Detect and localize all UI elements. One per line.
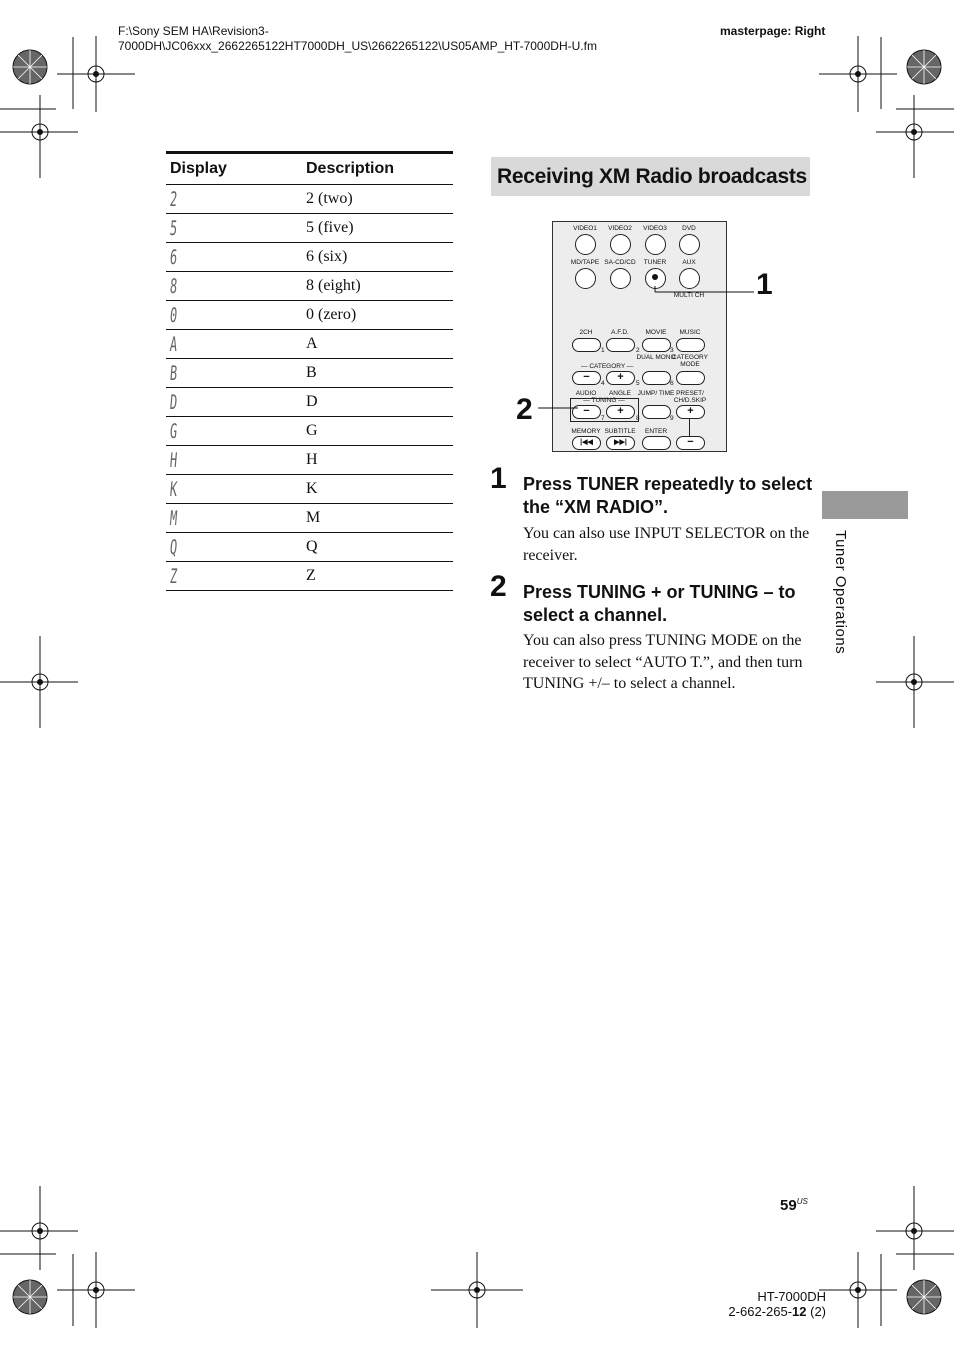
video3-button[interactable] (645, 234, 666, 255)
label-preset: PRESET/ CH/D.SKIP (673, 390, 707, 404)
description-cell: M (302, 504, 453, 533)
page-number-value: 59 (780, 1197, 797, 1214)
model-name: HT-7000DH (757, 1289, 826, 1304)
description-cell: 5 (five) (302, 214, 453, 243)
table-row (166, 446, 453, 475)
preset-minus-button[interactable]: − (676, 436, 705, 450)
segment-display-glyph: M (168, 506, 179, 530)
segment-display-glyph: 8 (168, 274, 179, 298)
description-cell: B (302, 359, 453, 388)
digit-label: 2 (636, 347, 640, 354)
digit-label: 3 (670, 347, 674, 354)
step-2-title: Press TUNING + or TUNING – to select a channel. (523, 582, 796, 625)
page-number-suffix: US (796, 1197, 808, 1206)
step-1-title: Press TUNER repeatedly to select the “XM RADIO”. (523, 474, 813, 517)
label-multi-ch: MULTI CH (673, 292, 705, 299)
table-row (166, 272, 453, 301)
label-tuning: — TUNING — (583, 397, 625, 404)
display-table (166, 151, 453, 591)
description-cell: Q (302, 533, 453, 562)
segment-display-glyph: B (168, 361, 179, 385)
callout-2: 2 (516, 393, 533, 426)
segment-display-glyph: G (168, 419, 179, 443)
table-row (166, 301, 453, 330)
segment-display-glyph: 0 (168, 303, 179, 327)
description-cell: H (302, 446, 453, 475)
label-category: — CATEGORY — (581, 363, 634, 370)
description-cell: D (302, 388, 453, 417)
label-aux: AUX (682, 259, 696, 266)
label-audio: AUDIO (575, 390, 597, 397)
skip-forward-button[interactable] (606, 436, 635, 450)
table-row (166, 417, 453, 446)
digit-label: 4 (601, 380, 605, 387)
skip-forward-icon: ▶▶| (614, 439, 627, 446)
step-2-body: You can also press TUNING MODE on the receiver to select “AUTO T.”, and then turn TUNING +/– to select a channel. (523, 632, 803, 692)
segment-display-glyph: K (168, 477, 179, 501)
segment-display-glyph: 2 (168, 187, 179, 211)
table-row (166, 562, 453, 591)
digit-label: 5 (636, 380, 640, 387)
table-row (166, 359, 453, 388)
label-music: MUSIC (679, 329, 701, 336)
category-minus-button[interactable]: − (572, 371, 601, 385)
label-jump-time: JUMP/ TIME (637, 390, 675, 397)
label-category-mode: CATEGORY MODE (672, 354, 708, 368)
table-row (166, 504, 453, 533)
chapter-tab (822, 491, 908, 519)
label-afd: A.F.D. (611, 329, 629, 336)
part-code-bold: 12 (792, 1304, 807, 1319)
label-video3: VIDEO3 (643, 225, 667, 232)
label-video1: VIDEO1 (573, 225, 597, 232)
description-cell: 6 (six) (302, 243, 453, 272)
description-cell: 8 (eight) (302, 272, 453, 301)
description-cell: A (302, 330, 453, 359)
tuning-minus-button[interactable]: − (572, 405, 601, 419)
callout-lines (530, 260, 760, 430)
step-1-number: 1 (490, 462, 507, 495)
chapter-tab-label: Tuner Operations (832, 530, 849, 655)
enter-button[interactable] (642, 436, 671, 450)
description-cell: G (302, 417, 453, 446)
segment-display-glyph: D (168, 390, 179, 414)
segment-display-glyph: A (168, 332, 179, 356)
table-row (166, 214, 453, 243)
description-cell: 2 (two) (302, 185, 453, 214)
table-row (166, 388, 453, 417)
digit-label: 1 (601, 347, 605, 354)
table-row (166, 243, 453, 272)
label-sacd-cd: SA-CD/CD (604, 259, 636, 266)
tuning-plus-button[interactable]: + (606, 405, 635, 419)
table-row (166, 330, 453, 359)
digit-label: 7 (601, 415, 605, 422)
part-code-prefix: 2-662-265- (728, 1304, 793, 1319)
file-path-header (118, 24, 597, 54)
preset-plus-button[interactable]: + (676, 405, 705, 419)
digit-label: 6 (670, 380, 674, 387)
label-memory: MEMORY (571, 428, 601, 435)
table-row (166, 533, 453, 562)
file-path-line-1: F:\Sony SEM HA\Revision3- (118, 24, 269, 38)
label-2ch: 2CH (579, 329, 593, 336)
column-header-description: Description (302, 153, 453, 185)
category-plus-button[interactable]: + (606, 371, 635, 385)
column-header-display: Display (166, 153, 302, 185)
digit-label: 8 (636, 415, 640, 422)
video1-button[interactable] (575, 234, 596, 255)
label-dvd: DVD (682, 225, 696, 232)
skip-back-icon: |◀◀ (580, 439, 593, 446)
segment-display-glyph: Z (168, 564, 179, 588)
skip-back-button[interactable] (572, 436, 601, 450)
dvd-button[interactable] (679, 234, 700, 255)
segment-display-glyph: 6 (168, 245, 179, 269)
segment-display-glyph: Q (168, 535, 179, 559)
label-enter: ENTER (644, 428, 668, 435)
label-angle: ANGLE (608, 390, 632, 397)
description-cell: K (302, 475, 453, 504)
video2-button[interactable] (610, 234, 631, 255)
segment-display-glyph: H (168, 448, 179, 472)
part-code-suffix: (2) (806, 1304, 826, 1319)
table-header-row (166, 153, 453, 185)
table-row (166, 185, 453, 214)
file-path-line-2: 7000DH\JC06xxx_2662265122HT7000DH_US\2662265122\US05AMP_HT-7000DH-U.fm (118, 39, 597, 53)
section-heading: Receiving XM Radio broadcasts (491, 157, 810, 196)
description-cell: Z (302, 562, 453, 591)
tuning-text: TUNING (591, 397, 617, 404)
label-video2: VIDEO2 (608, 225, 632, 232)
segment-display-glyph: 5 (168, 216, 179, 240)
page-number (780, 1197, 808, 1214)
label-md-tape: MD/TAPE (570, 259, 600, 266)
step-1-body: You can also use INPUT SELECTOR on the receiver. (523, 525, 810, 564)
label-dual-mono: DUAL MONO (636, 354, 676, 361)
label-subtitle: SUBTITLE (604, 428, 636, 435)
step-2-number: 2 (490, 570, 507, 603)
model-info (700, 1289, 826, 1319)
masterpage-label: masterpage: Right (720, 24, 826, 38)
callout-1: 1 (756, 268, 773, 301)
category-text: CATEGORY (589, 363, 626, 370)
digit-label: 9 (670, 415, 674, 422)
part-code (700, 1304, 826, 1319)
label-movie: MOVIE (645, 329, 667, 336)
label-tuner: TUNER (643, 259, 667, 266)
table-row (166, 475, 453, 504)
description-cell: 0 (zero) (302, 301, 453, 330)
